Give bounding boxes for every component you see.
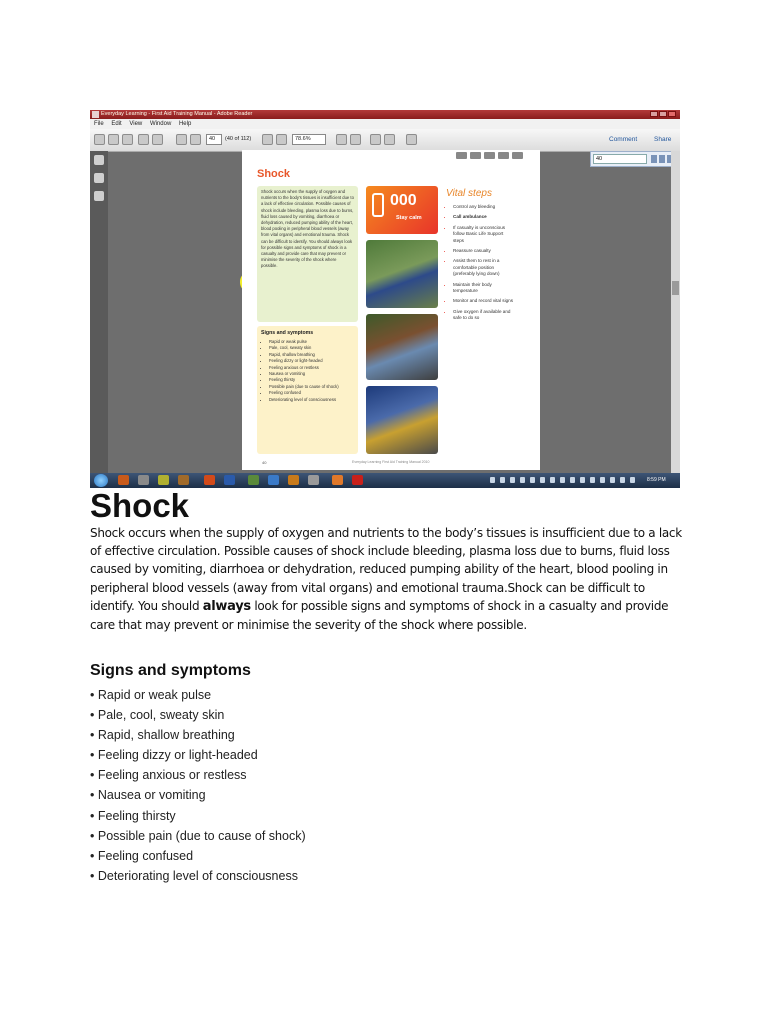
taskbar-app-icon[interactable] bbox=[288, 475, 299, 485]
intro-text-part: Shock occurs when the supply of oxygen and nutrients to the body’s tissues is insufficient due to a lack of effective circulation. Possible causes of shock include bleeding, plasma loss due to burns, fluid loss caused by vomiting, diarrhoea or dehydration, reduced pumping ability of the heart, blood pooling in peripheral blood vessels (away from vital organs) and emotional trauma.Shock can be difficult to identify. You should bbox=[90, 526, 682, 613]
intro-text: Shock occurs when the supply of oxygen and nutrients to the body's tissues is insufficient due to a lack of effective circulation. Possible causes of shock include bleeding, plasma loss due to burns, fluid loss caused by vomiting, diarrhoea or dehydration, reduced pumping ability of the heart, blood pooling in peripheral blood vessels (away from vital organs) and emotional trauma. Shock can be difficult to identify. You should always look for possible signs and symptoms of shock in a casualty and provide care that may prevent or minimise the severity of the shock where possible. bbox=[261, 189, 354, 269]
tray-icon[interactable] bbox=[610, 477, 615, 483]
intro-box bbox=[257, 186, 358, 322]
find-previous-icon[interactable] bbox=[651, 155, 657, 163]
list-item: • Rapid, shallow breathing bbox=[269, 352, 354, 358]
find-input[interactable]: 40 bbox=[593, 154, 647, 164]
signs-box bbox=[257, 326, 358, 454]
zoom-out-icon[interactable] bbox=[262, 134, 273, 145]
taskbar-app-icon[interactable] bbox=[158, 475, 169, 485]
taskbar-app-icon[interactable] bbox=[138, 475, 149, 485]
toolbar bbox=[90, 129, 680, 152]
open-icon[interactable] bbox=[108, 134, 119, 145]
vital-steps-list bbox=[446, 204, 515, 326]
taskbar-app-icon[interactable] bbox=[268, 475, 279, 485]
signatures-icon[interactable] bbox=[94, 191, 104, 201]
list-item: • Feeling thirsty bbox=[269, 377, 354, 383]
taskbar-app-icon[interactable] bbox=[332, 475, 343, 485]
pages-panel-icon[interactable] bbox=[94, 155, 104, 165]
zoom-in-icon[interactable] bbox=[276, 134, 287, 145]
list-item: • Feeling confused bbox=[90, 846, 306, 866]
taskbar-app-icon[interactable] bbox=[248, 475, 259, 485]
tray-icon[interactable] bbox=[530, 477, 535, 483]
home-icon[interactable] bbox=[456, 152, 467, 159]
document-title: Shock bbox=[90, 487, 190, 524]
photo-casualty-care bbox=[366, 314, 438, 380]
start-button[interactable] bbox=[94, 474, 108, 487]
list-item: • Nausea or vomiting bbox=[269, 371, 354, 377]
tray-icon[interactable] bbox=[560, 477, 565, 483]
comment-bubble-icon[interactable] bbox=[384, 134, 395, 145]
list-item: • Feeling dizzy or light-headed bbox=[269, 358, 354, 364]
intro-paragraph bbox=[90, 524, 682, 634]
window-title: Everyday Learning - First Aid Training Manual - Adobe Reader bbox=[101, 111, 253, 117]
find-toolbar bbox=[590, 151, 674, 167]
taskbar-clock: 8:59 PM bbox=[647, 477, 666, 483]
tray-icon[interactable] bbox=[570, 477, 575, 483]
list-item: • Monitor and record vital signs bbox=[453, 298, 515, 304]
list-item: • Feeling anxious or restless bbox=[269, 365, 354, 371]
minimize-icon[interactable] bbox=[650, 111, 658, 117]
comment-button[interactable]: Comment bbox=[609, 136, 638, 143]
next-icon[interactable] bbox=[512, 152, 523, 159]
list-item: • Call ambulance bbox=[453, 214, 515, 220]
create-pdf-icon[interactable] bbox=[94, 134, 105, 145]
list-item: • Deteriorating level of consciousness bbox=[269, 397, 354, 403]
attachments-icon[interactable] bbox=[94, 173, 104, 183]
list-item: • Feeling dizzy or light-headed bbox=[90, 745, 306, 765]
previous-view-icon[interactable] bbox=[370, 134, 381, 145]
tray-icon[interactable] bbox=[550, 477, 555, 483]
intro-text-part: look for possible signs and symptoms of shock in a casualty and provide care that may prevent or minimise the severity of the shock where possible. bbox=[90, 598, 669, 633]
back-icon[interactable] bbox=[484, 152, 495, 159]
tray-icon[interactable] bbox=[580, 477, 585, 483]
page-count-label: (40 of 112) bbox=[225, 136, 252, 142]
contents-icon[interactable] bbox=[470, 152, 481, 159]
list-item: • If casualty is unconscious follow Basic Life Support steps bbox=[453, 225, 515, 244]
list-item: • Maintain their body temperature bbox=[453, 282, 515, 295]
maximize-icon[interactable] bbox=[659, 111, 667, 117]
page-number: 40 bbox=[262, 460, 267, 465]
menu-file[interactable]: File bbox=[94, 121, 104, 127]
window-titlebar bbox=[90, 110, 680, 119]
list-item: • Rapid or weak pulse bbox=[90, 685, 306, 705]
forward-icon[interactable] bbox=[498, 152, 509, 159]
app-icon bbox=[92, 111, 99, 118]
page-number-field[interactable]: 40 bbox=[206, 134, 222, 145]
phone-icon bbox=[372, 193, 384, 217]
list-item: • Pale, cool, sweaty skin bbox=[269, 345, 354, 351]
signs-heading: Signs and symptoms bbox=[90, 662, 251, 679]
scrollbar-thumb[interactable] bbox=[672, 281, 679, 295]
taskbar-app-icon[interactable] bbox=[178, 475, 189, 485]
taskbar-app-icon[interactable] bbox=[118, 475, 129, 485]
page-down-icon[interactable] bbox=[190, 134, 201, 145]
tray-icon[interactable] bbox=[590, 477, 595, 483]
list-item: • Assist them to rest in a comfortable position (preferably lying down) bbox=[453, 258, 515, 277]
list-item: • Possible pain (due to cause of shock) bbox=[90, 826, 306, 846]
stay-calm-text: Stay calm bbox=[396, 215, 422, 221]
list-item: • Give oxygen if available and safe to do so bbox=[453, 309, 515, 322]
tray-icon[interactable] bbox=[490, 477, 495, 483]
taskbar-app-icon[interactable] bbox=[224, 475, 235, 485]
tray-icon[interactable] bbox=[500, 477, 505, 483]
expand-icon[interactable] bbox=[406, 134, 417, 145]
embedded-screenshot bbox=[90, 110, 680, 488]
taskbar bbox=[90, 473, 680, 488]
email-icon[interactable] bbox=[152, 134, 163, 145]
network-icon[interactable] bbox=[630, 477, 635, 483]
list-item: • Control any bleeding bbox=[453, 204, 515, 210]
list-item: • Possible pain (due to cause of shock) bbox=[269, 384, 354, 390]
list-item: • Rapid or weak pulse bbox=[269, 339, 354, 345]
page-footer: Everyday Learning First Aid Training Manual 2010 bbox=[352, 460, 430, 464]
fit-page-icon[interactable] bbox=[336, 134, 347, 145]
taskbar-app-icon[interactable] bbox=[308, 475, 319, 485]
list-item: • Deteriorating level of consciousness bbox=[90, 866, 306, 886]
menu-edit[interactable]: Edit bbox=[111, 121, 122, 127]
list-item: • Pale, cool, sweaty skin bbox=[90, 705, 306, 725]
fit-width-icon[interactable] bbox=[350, 134, 361, 145]
taskbar-app-icon[interactable] bbox=[204, 475, 215, 485]
taskbar-app-icon[interactable] bbox=[352, 475, 363, 485]
emergency-number: 000 bbox=[390, 192, 417, 209]
navigation-panel bbox=[90, 151, 108, 473]
list-item: • Rapid, shallow breathing bbox=[90, 725, 306, 745]
list-item: • Feeling thirsty bbox=[90, 806, 306, 826]
menu-bar bbox=[90, 119, 680, 129]
vital-steps-heading: Vital steps bbox=[446, 188, 492, 199]
vertical-scrollbar[interactable] bbox=[671, 151, 680, 473]
list-item: • Reassure casualty bbox=[453, 248, 515, 254]
close-icon[interactable] bbox=[668, 111, 676, 117]
menu-help[interactable]: Help bbox=[178, 121, 192, 127]
list-item: • Feeling confused bbox=[269, 390, 354, 396]
page-title: Shock bbox=[257, 168, 291, 180]
tray-icon[interactable] bbox=[600, 477, 605, 483]
print-icon[interactable] bbox=[138, 134, 149, 145]
find-next-icon[interactable] bbox=[659, 155, 665, 163]
menu-view[interactable]: View bbox=[129, 121, 143, 127]
zoom-field[interactable]: 78.6% bbox=[292, 134, 326, 145]
tray-icon[interactable] bbox=[540, 477, 545, 483]
page-up-icon[interactable] bbox=[176, 134, 187, 145]
emergency-badge bbox=[366, 186, 438, 234]
signs-heading: Signs and symptoms bbox=[261, 330, 314, 336]
signs-list bbox=[261, 339, 354, 403]
tray-icon[interactable] bbox=[520, 477, 525, 483]
share-button[interactable]: Share bbox=[654, 136, 672, 143]
signs-list bbox=[90, 685, 306, 886]
volume-icon[interactable] bbox=[620, 477, 625, 483]
tray-icon[interactable] bbox=[510, 477, 515, 483]
menu-window[interactable]: Window bbox=[149, 121, 172, 127]
emphasis-always: always bbox=[202, 598, 251, 614]
save-icon[interactable] bbox=[122, 134, 133, 145]
pdf-page bbox=[242, 150, 540, 470]
list-item: • Nausea or vomiting bbox=[90, 785, 306, 805]
photo-first-aider bbox=[366, 240, 438, 308]
list-item: • Feeling anxious or restless bbox=[90, 765, 306, 785]
photo-casualty-lying bbox=[366, 386, 438, 454]
